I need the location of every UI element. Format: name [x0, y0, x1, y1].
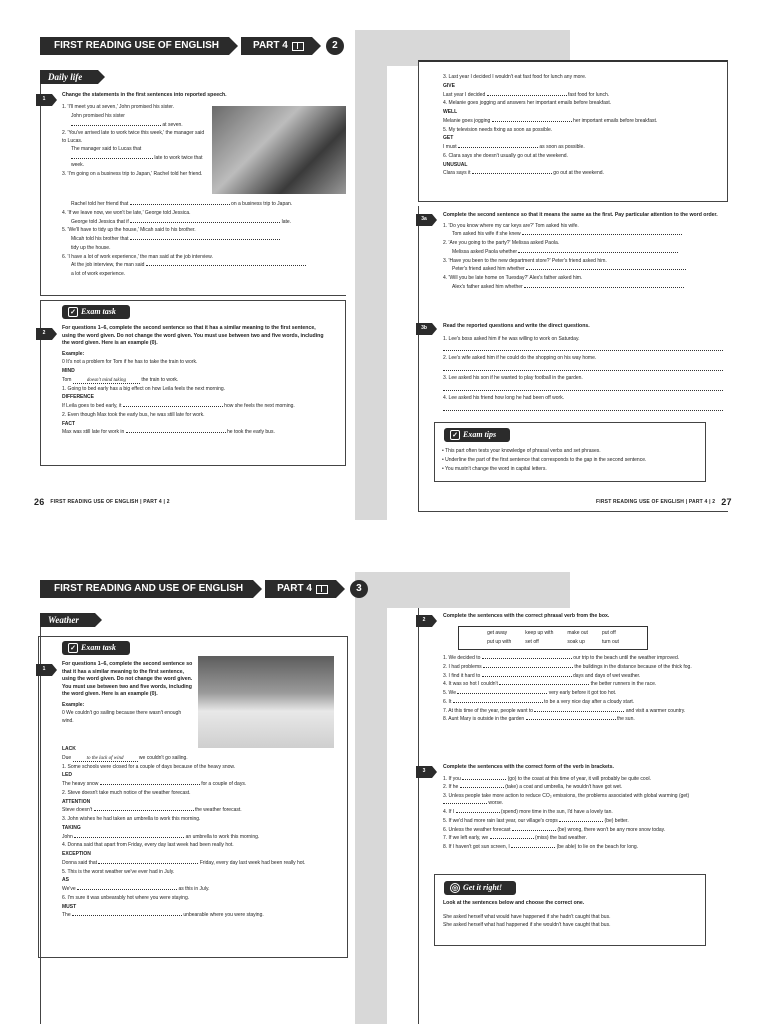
exam-task-items: LACK Due to the lack of wind we couldn't go sailing. 1. Some schools were closed for a couple of days because of the heavy snow. LED The heavy snow for a couple of days. 2. Steve doesn't take much notice of the weather forecast. ATTENTION Steve doesn't the weather forecast. 3. John wishes he had taken an umbrella to work this morning. TAKING John an umbrella to work this morning. 4. Donna said that apart from Friday, every day last week had been really hot. EXCEPTION Donna said that Friday, every day last week had been really hot. 5. This is the worst weather we've ever had in July. AS We've as this in July. 6. I'm sure it was unbearably hot where you were staying. MUST The unbearable where you were staying.: [62, 746, 338, 921]
item-text: 4. 'If we leave now, we won't be late,' George told Jessica.: [62, 209, 191, 216]
exercise-instructions: Complete the sentences with the correct form of the verb in brackets.: [443, 764, 614, 770]
checkbox-icon: ✓: [68, 643, 78, 653]
exercise-1-items-cont: [62, 201, 342, 280]
word-option: soak up: [567, 638, 585, 645]
item-text: 6. I'm sure it was unbearably hot where you were staying.: [62, 894, 190, 901]
item-text: 3. 'I'm going on a business trip to Japan,' Rachel told her friend.: [62, 171, 203, 177]
exercise-3b: [443, 323, 723, 411]
item-text: 1. Some schools were closed for a couple of days because of the heavy snow.: [62, 763, 236, 770]
exercise-3: Complete the sentences with the correct form of the verb in brackets. 1. If you (go) to the coast at this time of year, it will probably be quite cool. 2. If he (take) a coat and umbrella, he wouldn't have got wet. 3. Unless people take more action to reduce CO₂ emissions, the problems associated with global warming (get) worse. 4. If I (spend) more time in the sun, I'd have a lovely tan. 5. If we'd had more rain last year, our village's crops (be) better. 6. Unless the weather forecast (be) wrong, there won't be any more snow today. 7. If we left early, we (miss) the bad weather. 8. If I haven't got sun screen, I (be able) to lie on the beach for long.: [443, 764, 723, 853]
page-footer-left: [34, 496, 170, 509]
item-text: late.: [281, 218, 292, 225]
key-word: GET: [443, 135, 454, 142]
word-option: get away: [487, 630, 508, 636]
example-label: Example:: [62, 701, 85, 708]
item-text: 1. Going to bed early has a big effect on how Leila feels the next morning.: [62, 385, 226, 392]
item-text: 0 It's not a problem for Tom if he has to take the train to work.: [62, 359, 198, 366]
item-text: 3. Last year I decided I wouldn't eat fast food for lunch any more.: [443, 74, 587, 80]
answer-gap[interactable]: [71, 122, 161, 126]
answer-gap[interactable]: [518, 249, 678, 253]
answer-gap[interactable]: [526, 266, 686, 270]
answer-gap[interactable]: [526, 716, 616, 720]
commuters-photo: [212, 106, 346, 194]
item-text: Micah told his brother that: [71, 236, 129, 242]
answer-gap[interactable]: [482, 655, 572, 659]
header-title: FIRST READING AND USE OF ENGLISH: [40, 580, 253, 598]
answer-gap[interactable]: [499, 681, 589, 685]
tip-item: • Underline the part of the first sentence that corresponds to the gap in the second sentence.: [442, 456, 647, 463]
item-text: At the job interview, the man said: [71, 262, 145, 269]
item-text: 3. John wishes he had taken an umbrella to work this morning.: [62, 816, 201, 822]
key-word: AS: [62, 877, 69, 884]
exam-instructions: For questions 1–6, complete the second sentence so that it has a similar meaning to the first sentence, using the word given. Do not change the word given. You must use between two and five words, including the word given. Here is an example (0).: [62, 661, 193, 698]
key-word: FACT: [62, 420, 76, 427]
answer-gap[interactable]: [98, 860, 198, 864]
item-text: 4. Donna said that apart from Friday, every day last week had been really hot.: [62, 842, 234, 849]
answer-gap[interactable]: [130, 201, 230, 205]
item-text: The manager said to Lucas that: [71, 146, 142, 153]
checkbox-icon: ✓: [450, 430, 460, 440]
item-text: 1. 'Do you know where my car keys are?' Tom asked his wife.: [443, 222, 579, 229]
continued-exam-items: 3. Last year I decided I wouldn't eat fast food for lunch any more. GIVE Last year I decided fast food for lunch. 4. Melanie goes jogging and answers her important emails before breakfast. WELL Melanie goes jogging her important emails before breakfast. 5. My television needs fixing as soon as possible. GET I must as soon as possible. 6. Clara says she doesn't usually go out at the weekend. UNUSUAL Clara says it go out at the weekend.: [443, 74, 723, 179]
key-word: UNUSUAL: [443, 161, 468, 168]
item-text: 5. My television needs fixing as soon as possible.: [443, 126, 553, 133]
example-answer: to the lack of wind: [73, 756, 138, 762]
target-icon: ◎: [451, 883, 459, 892]
item-text: on a business trip to Japan.: [231, 201, 293, 207]
item-text: 2. 'Are you going to the party?' Melissa asked Paola.: [443, 240, 560, 247]
item-text: 4. Lee asked his friend how long he had been off work.: [443, 394, 565, 401]
answer-gap[interactable]: [522, 231, 682, 235]
exercise-2-items: 1. We decided to our trip to the beach until the weather improved. 2. I had problems the buildings in the distance because of the thick fog. 3. I find it hard to days and days of wet weather. 4. It was so hot I couldn't the better runners in the race. 5. We very early before it got too hot. 6. It to be a very nice day after a cloudy start. 7. At this time of the year, people want to and visit a warmer country. 8. Aunt Mary is outside in the garden the sun.: [443, 655, 692, 723]
answer-gap[interactable]: [559, 818, 603, 822]
example-label: Example:: [62, 350, 85, 357]
exam-task-content: For questions 1–6, complete the second sentence so that it has a similar meaning to the first sentence, using the word given. Do not change the word given. You must use between two and five words, including the word given. Here is an example (0). Example: 0 It's not a problem for Tom if he has to take the train to work. MIND Tom doesn't mind taking the train to work. 1. Going to bed early has a big effect on how Leila feels the next morning. DIFFERENCE If Leila goes to bed early, it how she feels the next morning. 2. Even though Max took the early bus, he was still late for work. FACT Max was still late for work in he took the early bus.: [62, 325, 330, 438]
key-word: MIND: [62, 368, 75, 375]
header-title: FIRST READING USE OF ENGLISH: [40, 37, 229, 55]
item-text: 0 We couldn't go sailing because there wasn't enough wind.: [62, 710, 182, 724]
answer-gap[interactable]: [71, 155, 153, 159]
answer-line[interactable]: [443, 404, 723, 411]
item-text: 4. Melanie goes jogging and answers her important emails before breakfast.: [443, 100, 612, 107]
example-answer: doesn't mind taking: [73, 378, 140, 384]
exercise-instructions: Complete the second sentence so that it means the same as the first. Pay particular attention to the word order.: [443, 212, 718, 218]
page-number: 26: [34, 497, 45, 507]
exercise-2: [443, 613, 723, 622]
item-text: 5. 'We'll have to tidy up the house,' Micah said to his brother.: [62, 227, 196, 234]
checkbox-icon: ✓: [68, 307, 78, 317]
exercise-number: 3b: [416, 323, 432, 335]
spine-gutter-top: [355, 30, 387, 520]
key-word: EXCEPTION: [62, 851, 91, 857]
page-footer-right: [596, 496, 732, 509]
exercise-1: [62, 92, 342, 101]
answer-gap[interactable]: [130, 219, 280, 223]
item-text: late to work twice that week.: [71, 155, 203, 169]
header-part: PART 4: [241, 37, 312, 55]
answer-gap[interactable]: [460, 784, 504, 788]
get-it-right-label: ◎ Get it right!: [444, 881, 516, 895]
spine-gutter-bottom: [355, 572, 387, 1024]
exercise-number: 2: [416, 615, 432, 627]
answer-gap[interactable]: [492, 118, 572, 122]
exercise-number: 3a: [416, 214, 432, 226]
word-option: turn out: [601, 638, 619, 645]
item-text: at seven.: [162, 121, 183, 128]
exercise-1-items: [62, 104, 208, 180]
get-it-right-instructions: Look at the sentences below and choose the correct one.: [443, 900, 585, 906]
answer-gap[interactable]: [458, 144, 538, 148]
word-option: set off: [525, 638, 539, 645]
answer-gap[interactable]: [483, 664, 573, 668]
answer-gap[interactable]: [443, 800, 487, 804]
exam-tips-list: [442, 448, 702, 474]
exam-task-label: ✓ Exam task: [62, 641, 130, 655]
book-icon: [292, 42, 304, 51]
item-text: 6. Clara says she doesn't usually go out at the weekend.: [443, 152, 568, 159]
item-text: Rachel told her friend that: [71, 201, 129, 207]
key-word: LED: [62, 772, 72, 779]
exam-task-label: ✓ Exam task: [62, 305, 130, 319]
footer-text: FIRST READING USE OF ENGLISH | PART 4 | 2: [596, 498, 716, 505]
choice-sentence[interactable]: She asked herself what had happened if she wouldn't have caught that bus.: [443, 922, 611, 929]
item-text: 4. 'Will you be late home on Tuesday?' Alex's father asked him.: [443, 275, 583, 282]
key-word: DIFFERENCE: [62, 394, 94, 401]
word-option: put up with: [487, 638, 512, 645]
answer-gap[interactable]: [77, 886, 177, 890]
book-icon: [316, 585, 328, 594]
item-text: 1. 'I'll meet you at seven,' John promised his sister.: [62, 104, 175, 110]
phrasal-verb-box: [458, 626, 648, 650]
exercise-number: 2: [36, 328, 52, 340]
word-option: make out: [567, 630, 588, 636]
item-text: John promised his sister: [71, 112, 125, 119]
section-title: Daily life: [40, 70, 98, 84]
footer-text: FIRST READING USE OF ENGLISH | PART 4 | 2: [50, 498, 170, 505]
answer-gap[interactable]: [462, 776, 506, 780]
answer-gap[interactable]: [146, 262, 306, 266]
answer-gap[interactable]: [511, 844, 555, 848]
key-word: ATTENTION: [62, 798, 91, 805]
item-text: 3. 'Have you been to the new department store?' Peter's friend asked him.: [443, 257, 607, 264]
answer-gap[interactable]: [487, 92, 567, 96]
answer-gap[interactable]: [456, 809, 500, 813]
answer-gap[interactable]: [472, 170, 552, 174]
exercise-instructions: Complete the sentences with the correct phrasal verb from the box.: [443, 613, 610, 619]
word-option: keep up with: [525, 630, 554, 636]
key-word: WELL: [443, 109, 458, 115]
tip-item: • You mustn't change the word in capital letters.: [442, 465, 547, 472]
answer-gap[interactable]: [130, 236, 280, 240]
choice-sentence[interactable]: She asked herself what would have happened if she hadn't caught that bus.: [443, 913, 611, 920]
key-word: GIVE: [443, 82, 455, 89]
exercise-number: 1: [36, 664, 52, 676]
answer-gap[interactable]: [453, 699, 543, 703]
get-it-right-content: [443, 900, 699, 931]
item-text: 2. Even though Max took the early bus, he was still late for work.: [62, 411, 205, 418]
exercise-instructions: Change the statements in the first sentences into reported speech.: [62, 92, 227, 98]
answer-gap[interactable]: [512, 827, 556, 831]
item-text: 2. Lee's wife asked him if he could do the shopping on his way home.: [443, 355, 597, 362]
exercise-3a: Complete the second sentence so that it means the same as the first. Pay particular attention to the word order. 1. 'Do you know where my car keys are?' Tom asked his wife. Tom asked his wife if she knew 2. 'Are you going to the party?' Melissa asked Paola. Melissa asked Paola whether 3. 'Have you been to the new department store?' Peter's friend asked him. Peter's friend asked him whether 4. 'Will you be late home on Tuesday?' Alex's father asked him. Alex's father asked him whether: [443, 212, 723, 293]
exam-tips-label: ✓ Exam tips: [444, 428, 510, 442]
item-text: tidy up the house.: [71, 244, 111, 251]
exercise-number: 1: [36, 94, 52, 106]
item-text: 1. Lee's boss asked him if he was willing to work on Saturday.: [443, 335, 580, 342]
answer-gap[interactable]: [126, 429, 226, 433]
answer-gap[interactable]: [457, 690, 547, 694]
answer-gap[interactable]: [482, 673, 572, 677]
answer-gap[interactable]: [100, 781, 200, 785]
item-text: 6. 'I have a lot of work experience,' the man said at the job interview.: [62, 253, 213, 260]
exam-task-instructions: [62, 661, 194, 726]
exercise-instructions: Read the reported questions and write the direct questions.: [443, 323, 590, 329]
page-header: [40, 36, 344, 56]
word-option: put off: [601, 630, 616, 636]
header-part: PART 4: [265, 580, 336, 598]
unit-badge: 2: [326, 37, 344, 55]
answer-gap[interactable]: [534, 708, 624, 712]
answer-gap[interactable]: [123, 403, 223, 407]
answer-line[interactable]: [443, 344, 723, 351]
item-text: 5. This is the worst weather we've ever had in July.: [62, 868, 175, 875]
key-word: MUST: [62, 903, 77, 910]
answer-gap[interactable]: [94, 807, 194, 811]
page-number: 27: [721, 497, 732, 507]
item-text: 3. Lee asked his son if he wanted to play football in the garden.: [443, 375, 583, 382]
answer-gap[interactable]: [524, 284, 684, 288]
answer-gap[interactable]: [72, 912, 182, 916]
right-page-bottom-band: [387, 572, 570, 608]
unit-badge: 3: [350, 580, 368, 598]
page-header: [40, 579, 368, 599]
answer-gap[interactable]: [490, 835, 534, 839]
item-text: 2. 'You've arrived late to work twice this week,' the manager said to Lucas.: [62, 130, 205, 144]
tip-item: • This part often tests your knowledge of phrasal verbs and set phrases.: [442, 448, 601, 454]
item-text: 2. Steve doesn't take much notice of the weather forecast.: [62, 789, 191, 796]
key-word: TAKING: [62, 824, 81, 831]
item-text: a lot of work experience.: [71, 271, 126, 277]
section-title: Weather: [40, 613, 95, 627]
answer-line[interactable]: [443, 364, 723, 371]
key-word: LACK: [62, 746, 76, 752]
item-text: George told Jessica that if: [71, 218, 129, 225]
exam-instructions: For questions 1–6, complete the second sentence so that it has a similar meaning to the first sentence, using the word given. Do not change the word given. You must use between two and five words, including the word given. Here is an example (0).: [62, 325, 324, 347]
exercise-number: 3: [416, 766, 432, 778]
answer-line[interactable]: [443, 384, 723, 391]
answer-gap[interactable]: [74, 834, 184, 838]
snow-walkers-photo: [198, 656, 334, 748]
